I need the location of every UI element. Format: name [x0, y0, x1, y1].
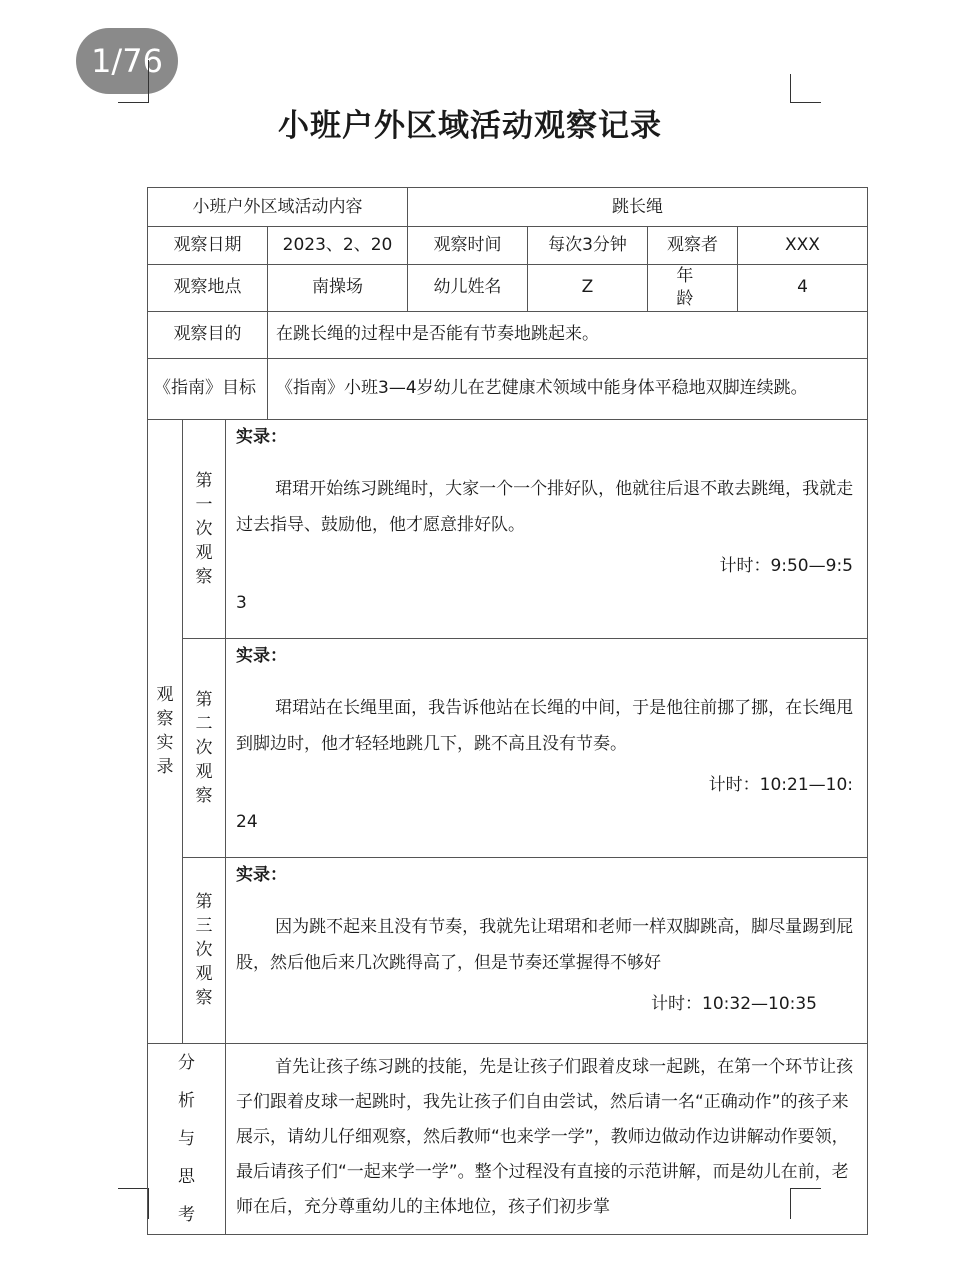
row-observation-3 — [148, 857, 868, 1043]
observation-1-timer-tail: 3 — [236, 592, 247, 613]
content-label: 小班户外区域活动内容 — [148, 188, 408, 227]
time-value: 每次3分钟 — [528, 227, 648, 265]
row-guide-goal — [148, 358, 868, 419]
crop-mark-top-left — [118, 60, 149, 103]
child-name-value: Z — [528, 265, 648, 312]
child-name-label: 幼儿姓名 — [408, 265, 528, 312]
guide-label: 《指南》目标 — [148, 358, 268, 419]
observer-label: 观察者 — [648, 227, 738, 265]
observation-3-text: 因为跳不起来且没有节奏，我就先让珺珺和老师一样双脚跳高，脚尽量踢到屁股，然后他后来几次跳得高了，但是节奏还掌握得不够好 — [236, 916, 854, 973]
analysis-label: 分 析 与 思 考 — [148, 1043, 226, 1234]
date-label: 观察日期 — [148, 227, 268, 265]
observation-1-label: 第 一 次 观 察 — [183, 419, 226, 638]
purpose-label: 观察目的 — [148, 311, 268, 358]
observation-2-text: 珺珺站在长绳里面，我告诉他站在长绳的中间，于是他往前挪了挪，在长绳甩到脚边时，他才轻轻地跳几下，跳不高且没有节奏。 — [236, 697, 854, 754]
observation-2-label: 第 二 次 观 察 — [183, 638, 226, 857]
observation-1-head: 实录： — [236, 426, 287, 447]
location-label: 观察地点 — [148, 265, 268, 312]
row-date-time — [148, 227, 868, 265]
row-activity-content — [148, 188, 868, 227]
row-purpose — [148, 311, 868, 358]
observation-2-content — [226, 638, 868, 857]
observer-value: XXX — [738, 227, 868, 265]
observation-3-timer: 计时：10:32—10:35 — [651, 993, 817, 1014]
crop-mark-top-right — [790, 74, 821, 103]
row-analysis — [148, 1043, 868, 1234]
observation-3-content — [226, 857, 868, 1043]
content-value: 跳长绳 — [408, 188, 868, 227]
observation-1-content — [226, 419, 868, 638]
purpose-value: 在跳长绳的过程中是否能有节奏地跳起来。 — [268, 311, 868, 358]
age-value: 4 — [738, 265, 868, 312]
guide-value: 《指南》小班3—4岁幼儿在艺健康术领域中能身体平稳地双脚连续跳。 — [268, 358, 868, 419]
row-location-child — [148, 265, 868, 312]
observation-2-timer: 计时：10:21—10: — [708, 774, 853, 795]
observation-3-head: 实录： — [236, 864, 287, 885]
record-group-label: 观 察 实 录 — [148, 419, 183, 1043]
analysis-text: 首先让孩子练习跳的技能，先是让孩子们跟着皮球一起跳，在第一个环节让孩子们跟着皮球一起跳时，我先让孩子们自由尝试，然后请一名“正确动作”的孩子来展示，请幼儿仔细观察，然后教师“也来学一学”，教师边做动作边讲解动作要领，最后请孩子们“一起来学一学”。整个过程没有直接的示范讲解，而是幼儿在前，老师在后，充分尊重幼儿的主体地位，孩子们初步掌 — [226, 1043, 868, 1234]
crop-mark-bottom-left — [118, 1188, 149, 1219]
date-value: 2023、2、20 — [268, 227, 408, 265]
document-title: 小班户外区域活动观察记录 — [278, 108, 662, 144]
observation-2-head: 实录： — [236, 645, 287, 666]
observation-3-label: 第 三 次 观 察 — [183, 857, 226, 1043]
page-counter-badge: 1/76 — [76, 28, 178, 94]
row-observation-1 — [148, 419, 868, 638]
observation-record-table — [147, 187, 868, 1235]
row-observation-2 — [148, 638, 868, 857]
time-label: 观察时间 — [408, 227, 528, 265]
age-label: 年 龄 — [648, 265, 738, 312]
observation-table-wrapper — [147, 187, 867, 1225]
observation-1-timer: 计时：9:50—9:5 — [719, 555, 853, 576]
location-value: 南操场 — [268, 265, 408, 312]
observation-2-timer-tail: 24 — [236, 811, 258, 832]
observation-1-text: 珺珺开始练习跳绳时，大家一个一个排好队，他就往后退不敢去跳绳，我就走过去指导、鼓励他，他才愿意排好队。 — [236, 478, 854, 535]
